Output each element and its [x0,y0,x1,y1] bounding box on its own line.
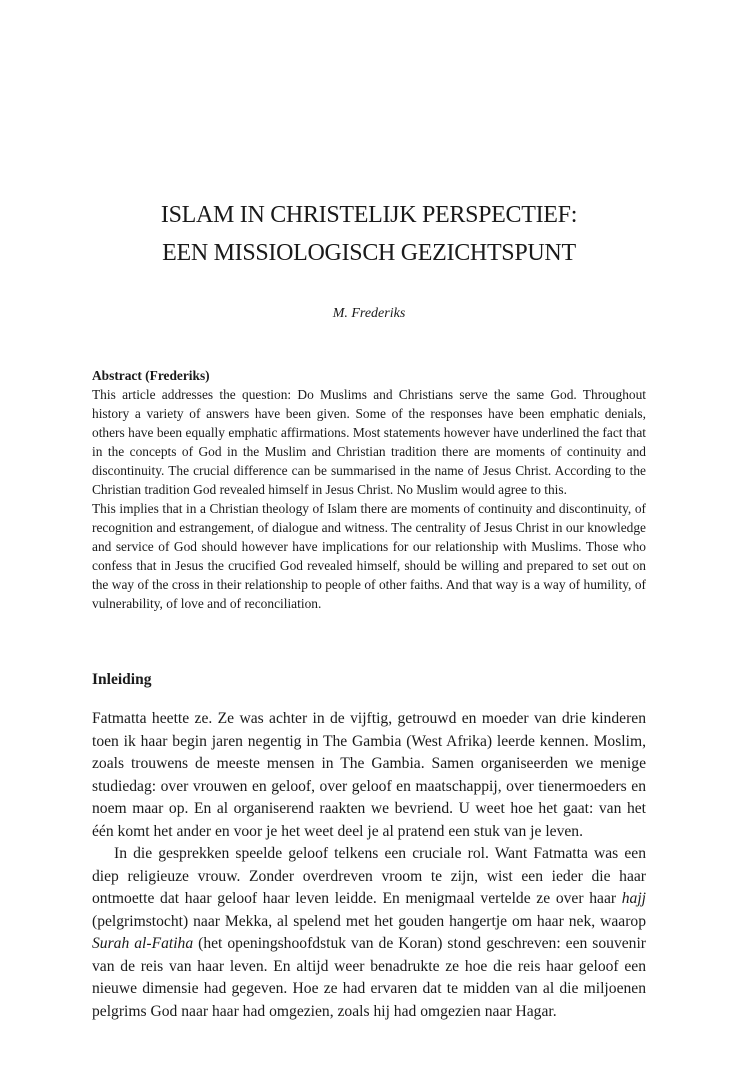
abstract-paragraph: This article addresses the question: Do Muslims and Christians serve the same God. Throughout history a variety of answers have been given. Some of the responses have been emphatic denials, others have been equally emphatic affirmations. Most statements however have underlined the fact that in the concepts of God in the Muslim and Christian tradition there are moments of continuity and discontinuity. The crucial difference can be summarised in the name of Jesus Christ. According to the Christian tradition God revealed himself in Jesus Christ. No Muslim would agree to this. [92,387,646,497]
title-line-1: ISLAM IN CHRISTELIJK PERSPECTIEF: [160,202,578,228]
abstract-paragraph: This implies that in a Christian theology of Islam there are moments of continuity and discontinuity, of recognition and estrangement, of dialogue and witness. The centrality of Jesus Christ in our knowledge and service of God should however have implications for our relationship with Muslims. Those who confess that in Jesus the crucified God revealed himself, should be willing and prepared to set out on the way of the cross in their relationship to people of other faiths. And that way is a way of humility, of vulnerability, of love and of reconciliation. [92,501,646,611]
body-paragraph [92,843,646,1023]
abstract-heading: Abstract (Frederiks) [92,368,210,383]
text-run: In die gesprekken speelde geloof telkens een cruciale rol. Want Fatmatta was een diep religieuze vrouw. Zonder overdreven vroom te zijn, wist een ieder die haar ontmoette dat haar geloof haar leven leidde. En menigmaal vertelde ze over haar [92,845,646,907]
author-name: M. Frederiks [332,306,406,321]
italic-term: Surah al-Fatiha [92,935,194,952]
article-title [0,196,738,272]
body-text [92,708,646,1023]
text-run: (pelgrimstocht) naar Mekka, al spelend met het gouden hangertje om haar nek, waarop [92,912,646,930]
title-line-2: EEN MISSIOLOGISCH GEZICHTSPUNT [162,240,576,266]
text-run: (het openingshoofdstuk van de Koran) stond geschreven: een souvenir van de reis van haar leven. En altijd weer benadrukte ze hoe die reis haar geloof een nieuwe dimensie had gegeven. Hoe ze had ervaren dat te midden van al die miljoenen pelgrims God naar haar had omgezien, zoals hij had omgezien naar Hagar. [92,935,646,1020]
body-paragraph: Fatmatta heette ze. Ze was achter in de vijftig, getrouwd en moeder van drie kinderen toen ik haar begin jaren negentig in The Gambia (West Afrika) leerde kennen. Moslim, zoals trouwens de meeste mensen in The Gambia. Samen organiseerden we menige studiedag: over vrouwen en geloof, over geloof en maatschappij, over tienermoeders en noem maar op. En al organiserend raakten we bevriend. U weet hoe het gaat: van het één komt het ander en voor je het weet deel je al pratend een stuk van je leven. [92,710,646,840]
abstract-block [92,366,646,613]
section-heading: Inleiding [92,671,152,688]
italic-term: hajj [621,890,646,907]
